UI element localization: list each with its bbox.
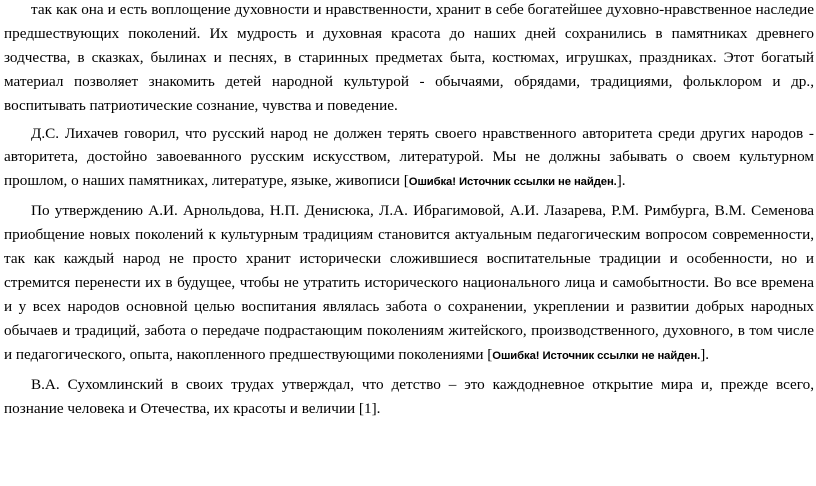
paragraph-3: [4, 199, 814, 368]
paragraph-2: [4, 122, 814, 196]
paragraph-4-text: В.А. Сухомлинский в своих трудах утверждал, что детство – это каждодневное открытие мира и, прежде всего, познание человека и Отечества, их красоты и величии [1].: [4, 375, 814, 417]
paragraph-3-tail: ].: [700, 345, 710, 363]
reference-error-1: Ошибка! Источник ссылки не найден.: [408, 176, 617, 189]
reference-error-2: Ошибка! Источник ссылки не найден.: [492, 349, 701, 362]
paragraph-3-text: По утверждению А.И. Арнольдова, Н.П. Денисюка, Л.А. Ибрагимовой, А.И. Лазарева, Р.М. Римбурга, В.М. Семенова приобщение новых поколений к культурным традициям становится актуальным педагогическим вопросом современности, так как каждый народ не просто хранит исторически сложившиеся воспитательные традиции и особенности, но и стремится перенести их в будущее, чтобы не утратить исторического национального лица и самобытности. Во все времена и у всех народов основной целью воспитания являлась забота о сохранении, укреплении и развитии добрых народных обычаев и традиций, забота о передаче подрастающим поколениям житейского, производственного, духовного, в том числе и педагогического, опыта, накопленного предшествующими поколениями [: [4, 202, 814, 363]
paragraph-2-text: Д.С. Лихачев говорил, что русский народ не должен терять своего нравственного авторитета среди других народов - авторитета, достойно завоеванного русским искусством, литературой. Мы не должны забывать о своем культурном прошлом, о наших памятниках, литературе, языке, живописи [: [4, 124, 814, 190]
paragraph-4: [4, 373, 814, 421]
paragraph-1: [4, 0, 814, 118]
paragraph-1-text: так как она и есть воплощение духовности и нравственности, хранит в себе богатейшее духовно-нравственное наследие предшествующих поколений. Их мудрость и духовная красота до наших дней сохранились в памятниках древнего зодчества, в сказках, былинах и песнях, в старинных предметах быта, костюмах, игрушках, праздниках. Этот богатый материал позволяет знакомить детей народной культурой - обычаями, обрядами, традициями, фольклором и др., воспитывать патриотические сознание, чувства и поведение.: [4, 1, 814, 114]
paragraph-2-tail: ].: [616, 172, 626, 190]
